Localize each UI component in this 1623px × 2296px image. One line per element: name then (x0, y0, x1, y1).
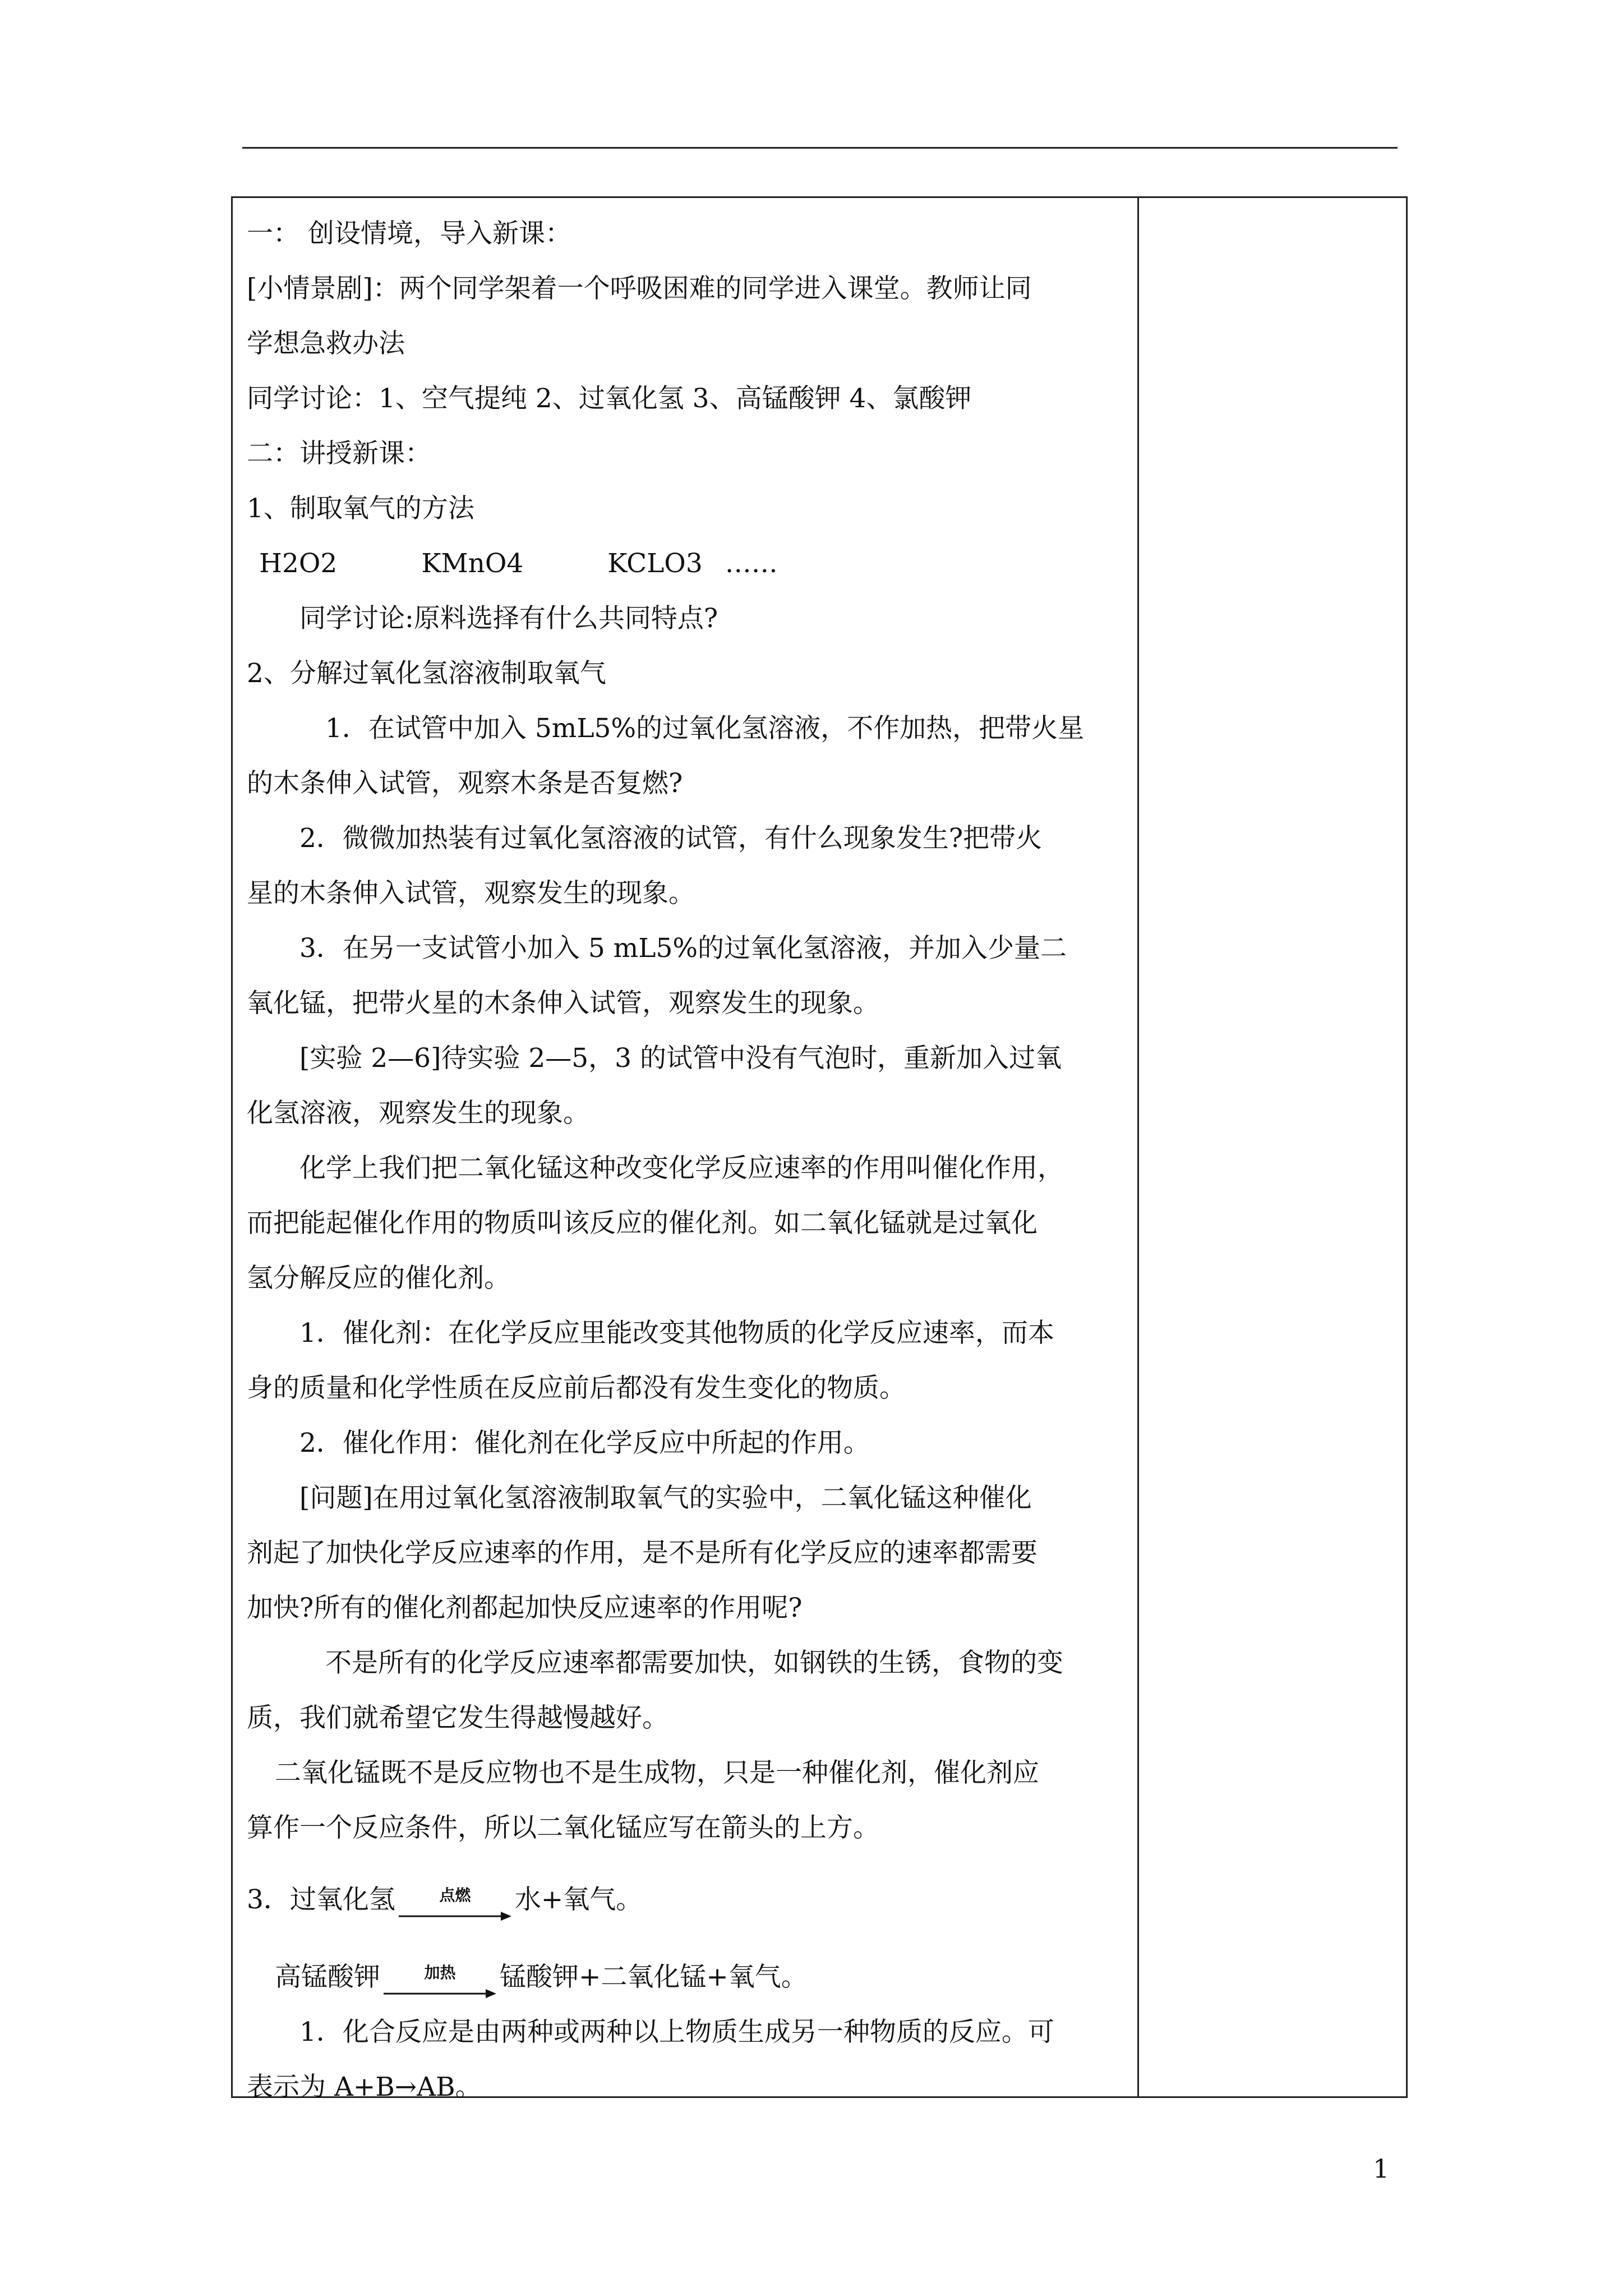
text-line: 同学讨论：1、空气提纯 2、过氧化氢 3、高锰酸钾 4、氯酸钾 (247, 383, 972, 414)
text-line: 身的质量和化学性质在反应前后都没有发生变化的物质。 (247, 1373, 906, 1404)
reaction-arrow (398, 1886, 513, 1927)
arrow-icon (398, 1910, 513, 1923)
text-line: 而把能起催化作用的物质叫该反应的催化剂。如二氧化锰就是过氧化 (247, 1208, 1038, 1239)
products: 锰酸钾+二氧化锰+氧气。 (500, 1962, 808, 1993)
ellipsis: …… (725, 548, 778, 579)
reactant: 高锰酸钾 (275, 1962, 380, 1993)
text-line: 1．化合反应是由两种或两种以上物质生成另一种物质的反应。可 (299, 2017, 1054, 2047)
formula-h2o2: H2O2 (259, 548, 338, 579)
text-line: 剂起了加快化学反应速率的作用，是不是所有化学反应的速率都需要 (247, 1538, 1038, 1568)
text-line: 1．催化剂：在化学反应里能改变其他物质的化学反应速率，而本 (299, 1318, 1054, 1349)
text-line: 学想急救办法 (247, 328, 405, 359)
text-line: [问题]在用过氧化氢溶液制取氧气的实验中，二氧化锰这种催化 (299, 1483, 1032, 1513)
text-line: 的木条伸入试管，观察木条是否复燃? (247, 768, 683, 799)
reaction-h2o2 (247, 1872, 1127, 1927)
reaction-condition: 加热 (424, 1963, 456, 1982)
text-line: 表示为 A+B→AB。 (247, 2072, 482, 2102)
text-line: 氢分解反应的催化剂。 (247, 1263, 510, 1294)
section-heading-2: 二：讲授新课： (247, 438, 431, 469)
formula-line (247, 536, 1127, 591)
text-line: 氧化锰，把带火星的木条伸入试管，观察发生的现象。 (247, 988, 879, 1019)
text-line: 同学讨论:原料选择有什么共同特点? (299, 603, 718, 634)
text-line: 星的木条伸入试管，观察发生的现象。 (247, 878, 695, 909)
reaction-kmno4 (247, 1950, 1127, 2005)
text-line: 1．在试管中加入 5mL5%的过氧化氢溶液，不作加热，把带火星 (325, 713, 1085, 744)
formula-kclo3: KCLO3 (607, 548, 703, 579)
text-line: 质，我们就希望它发生得越慢越好。 (247, 1703, 668, 1733)
text-line: 化氢溶液，观察发生的现象。 (247, 1098, 589, 1129)
text-line: 算作一个反应条件，所以二氧化锰应写在箭头的上方。 (247, 1812, 879, 1843)
products: 水+氧气。 (514, 1884, 643, 1915)
table-column-divider (1137, 196, 1139, 2098)
text-line: 3．在另一支试管小加入 5 mL5%的过氧化氢溶液，并加入少量二 (299, 933, 1067, 964)
reactant: 3．过氧化氢 (247, 1884, 395, 1915)
text-line: 化学上我们把二氧化锰这种改变化学反应速率的作用叫催化作用， (299, 1153, 1064, 1184)
text-line: 加快?所有的催化剂都起加快反应速率的作用呢? (247, 1593, 803, 1623)
reaction-arrow (382, 1963, 497, 2005)
text-line: 2．微微加热装有过氧化氢溶液的试管，有什么现象发生?把带火 (299, 823, 1043, 854)
arrow-icon (382, 1987, 497, 2000)
text-line: 二氧化锰既不是反应物也不是生成物，只是一种催化剂，催化剂应 (275, 1757, 1039, 1788)
text-line: 2．催化作用：催化剂在化学反应中所起的作用。 (299, 1428, 870, 1458)
section-heading-1: 一： 创设情境，导入新课： (247, 218, 571, 249)
subheading: 2、分解过氧化氢溶液制取氧气 (247, 658, 606, 689)
reaction-condition: 点燃 (439, 1886, 471, 1904)
header-rule (242, 147, 1398, 149)
page-number: 1 (1373, 2154, 1390, 2184)
subheading: 1、制取氧气的方法 (247, 493, 474, 524)
main-cell (247, 206, 1127, 2115)
text-line: [实验 2—6]待实验 2—5，3 的试管中没有气泡时，重新加入过氧 (299, 1043, 1062, 1074)
formula-kmno4: KMnO4 (421, 548, 524, 579)
text-line: [小情景剧]：两个同学架着一个呼吸困难的同学进入课堂。教师让同 (247, 273, 1032, 304)
text-line: 不是所有的化学反应速率都需要加快，如钢铁的生锈，食物的变 (325, 1648, 1063, 1678)
